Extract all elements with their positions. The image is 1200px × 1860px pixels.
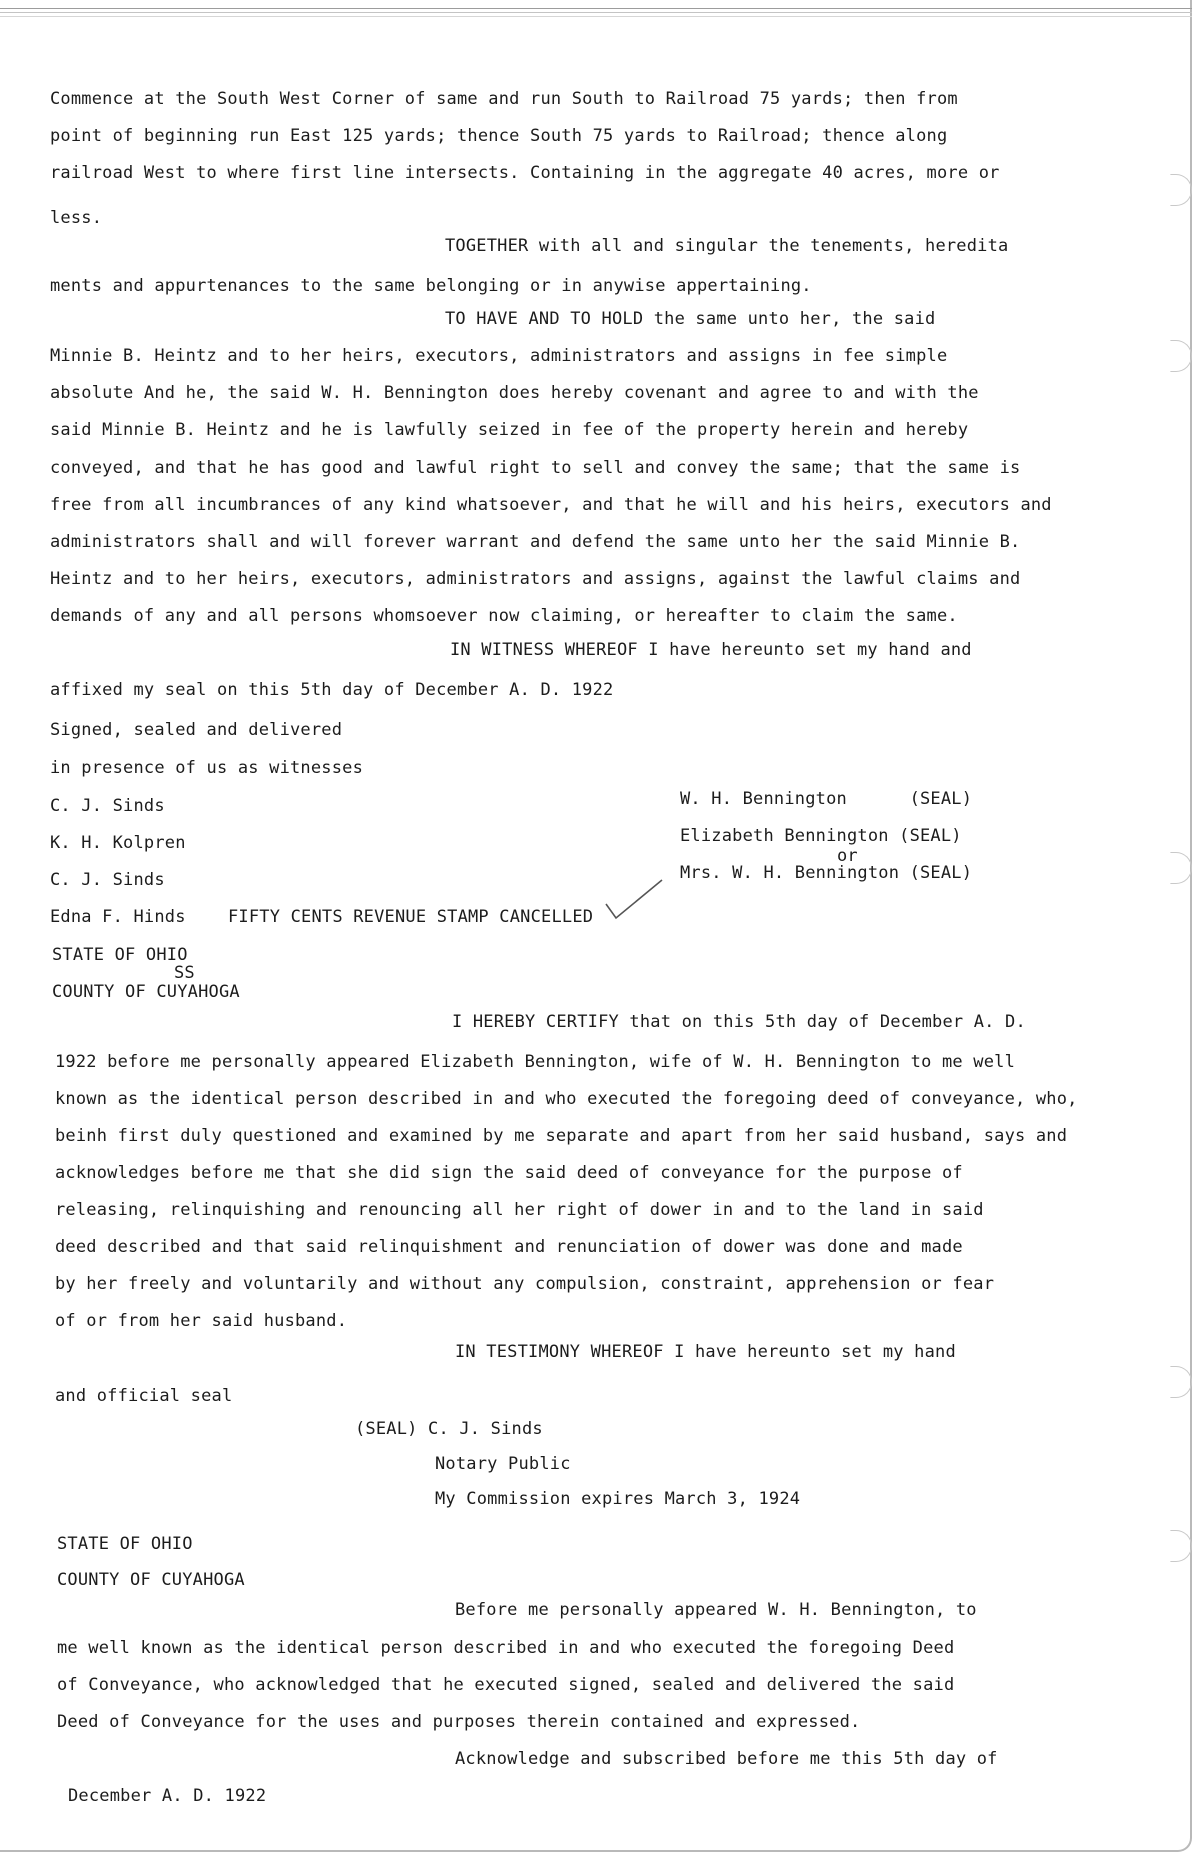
- deed-line: TOGETHER with all and singular the tenements, heredita: [445, 236, 1009, 256]
- notary-signature: (SEAL) C. J. Sinds: [355, 1419, 543, 1439]
- venue-state: STATE OF OHIO: [52, 945, 188, 965]
- certificate-line: I HEREBY CERTIFY that on this 5th day of December A. D.: [452, 1012, 1026, 1032]
- witness-clause: IN WITNESS WHEREOF I have hereunto set my hand and: [450, 640, 972, 660]
- certificate-line: of or from her said husband.: [55, 1311, 348, 1331]
- deed-line: ments and appurtenances to the same belonging or in anywise appertaining.: [50, 276, 812, 296]
- deed-line: demands of any and all persons whomsoever now claiming, or hereafter to claim the same.: [50, 606, 958, 626]
- deed-line: absolute And he, the said W. H. Bennington does hereby covenant and agree to and with the: [50, 383, 979, 403]
- certificate-line: beinh first duly questioned and examined by me separate and apart from her said husband, says and: [55, 1126, 1068, 1146]
- certificate-line: releasing, relinquishing and renouncing all her right of dower in and to the land in said: [55, 1200, 984, 1220]
- ack-line: Before me personally appeared W. H. Bennington, to: [455, 1600, 977, 1620]
- certificate-line: by her freely and voluntarily and without any compulsion, constraint, apprehension or fear: [55, 1274, 995, 1294]
- ack-line: Deed of Conveyance for the uses and purposes therein contained and expressed.: [57, 1712, 861, 1732]
- deed-line: Heintz and to her heirs, executors, administrators and assigns, against the lawful claims and: [50, 569, 1021, 589]
- testimony-clause: IN TESTIMONY WHEREOF I have hereunto set my hand: [455, 1342, 956, 1362]
- signer-or: or: [837, 846, 858, 866]
- revenue-stamp-note: FIFTY CENTS REVENUE STAMP CANCELLED: [228, 907, 594, 927]
- signer-name: Elizabeth Bennington (SEAL): [680, 826, 962, 846]
- official-seal-line: and official seal: [55, 1386, 233, 1406]
- witness-name: C. J. Sinds: [50, 870, 165, 890]
- certificate-line: deed described and that said relinquishment and renunciation of dower was done and made: [55, 1237, 963, 1257]
- notary-commission: My Commission expires March 3, 1924: [435, 1489, 801, 1509]
- ack-line: of Conveyance, who acknowledged that he executed signed, sealed and delivered the said: [57, 1675, 955, 1695]
- deed-line: Minnie B. Heintz and to her heirs, executors, administrators and assigns in fee simple: [50, 346, 948, 366]
- venue-state: STATE OF OHIO: [57, 1534, 193, 1554]
- date-line: affixed my seal on this 5th day of December A. D. 1922: [50, 680, 614, 700]
- ack-line: Acknowledge and subscribed before me this 5th day of: [455, 1749, 998, 1769]
- notary-title: Notary Public: [435, 1454, 571, 1474]
- deed-line: free from all incumbrances of any kind whatsoever, and that he will and his heirs, executors and: [50, 495, 1052, 515]
- deed-line: conveyed, and that he has good and lawful right to sell and convey the same; that the same is: [50, 458, 1021, 478]
- signer-name: W. H. Bennington (SEAL): [680, 789, 973, 809]
- venue-ss: SS: [174, 963, 195, 983]
- certificate-line: acknowledges before me that she did sign the said deed of conveyance for the purpose of: [55, 1163, 963, 1183]
- signed-line: Signed, sealed and delivered: [50, 720, 343, 740]
- deed-line: railroad West to where first line intersects. Containing in the aggregate 40 acres, more or: [50, 163, 1000, 183]
- ack-date: December A. D. 1922: [68, 1786, 267, 1806]
- ack-line: me well known as the identical person described in and who executed the foregoing Deed: [57, 1638, 955, 1658]
- top-rule-3: [0, 16, 1192, 17]
- witness-name: Edna F. Hinds: [50, 907, 186, 927]
- deed-line: Commence at the South West Corner of same and run South to Railroad 75 yards; then from: [50, 89, 958, 109]
- deed-line: less.: [50, 208, 103, 228]
- deed-line: TO HAVE AND TO HOLD the same unto her, the said: [445, 309, 936, 329]
- certificate-line: known as the identical person described in and who executed the foregoing deed of conveyance, who,: [55, 1089, 1078, 1109]
- presence-line: in presence of us as witnesses: [50, 758, 364, 778]
- venue-county: COUNTY OF CUYAHOGA: [52, 982, 240, 1002]
- deed-line: point of beginning run East 125 yards; thence South 75 yards to Railroad; thence along: [50, 126, 948, 146]
- signer-name: Mrs. W. H. Bennington (SEAL): [680, 863, 973, 883]
- venue-county: COUNTY OF CUYAHOGA: [57, 1570, 245, 1590]
- checkmark-icon: [604, 878, 664, 922]
- certificate-line: 1922 before me personally appeared Elizabeth Bennington, wife of W. H. Bennington to me well: [55, 1052, 1016, 1072]
- deed-line: said Minnie B. Heintz and he is lawfully seized in fee of the property herein and hereby: [50, 420, 969, 440]
- top-rule: [0, 8, 1192, 9]
- witness-name: C. J. Sinds: [50, 796, 165, 816]
- deed-line: administrators shall and will forever warrant and defend the same unto her the said Minnie B.: [50, 532, 1021, 552]
- witness-name: K. H. Kolpren: [50, 833, 186, 853]
- top-rule-2: [0, 12, 1192, 13]
